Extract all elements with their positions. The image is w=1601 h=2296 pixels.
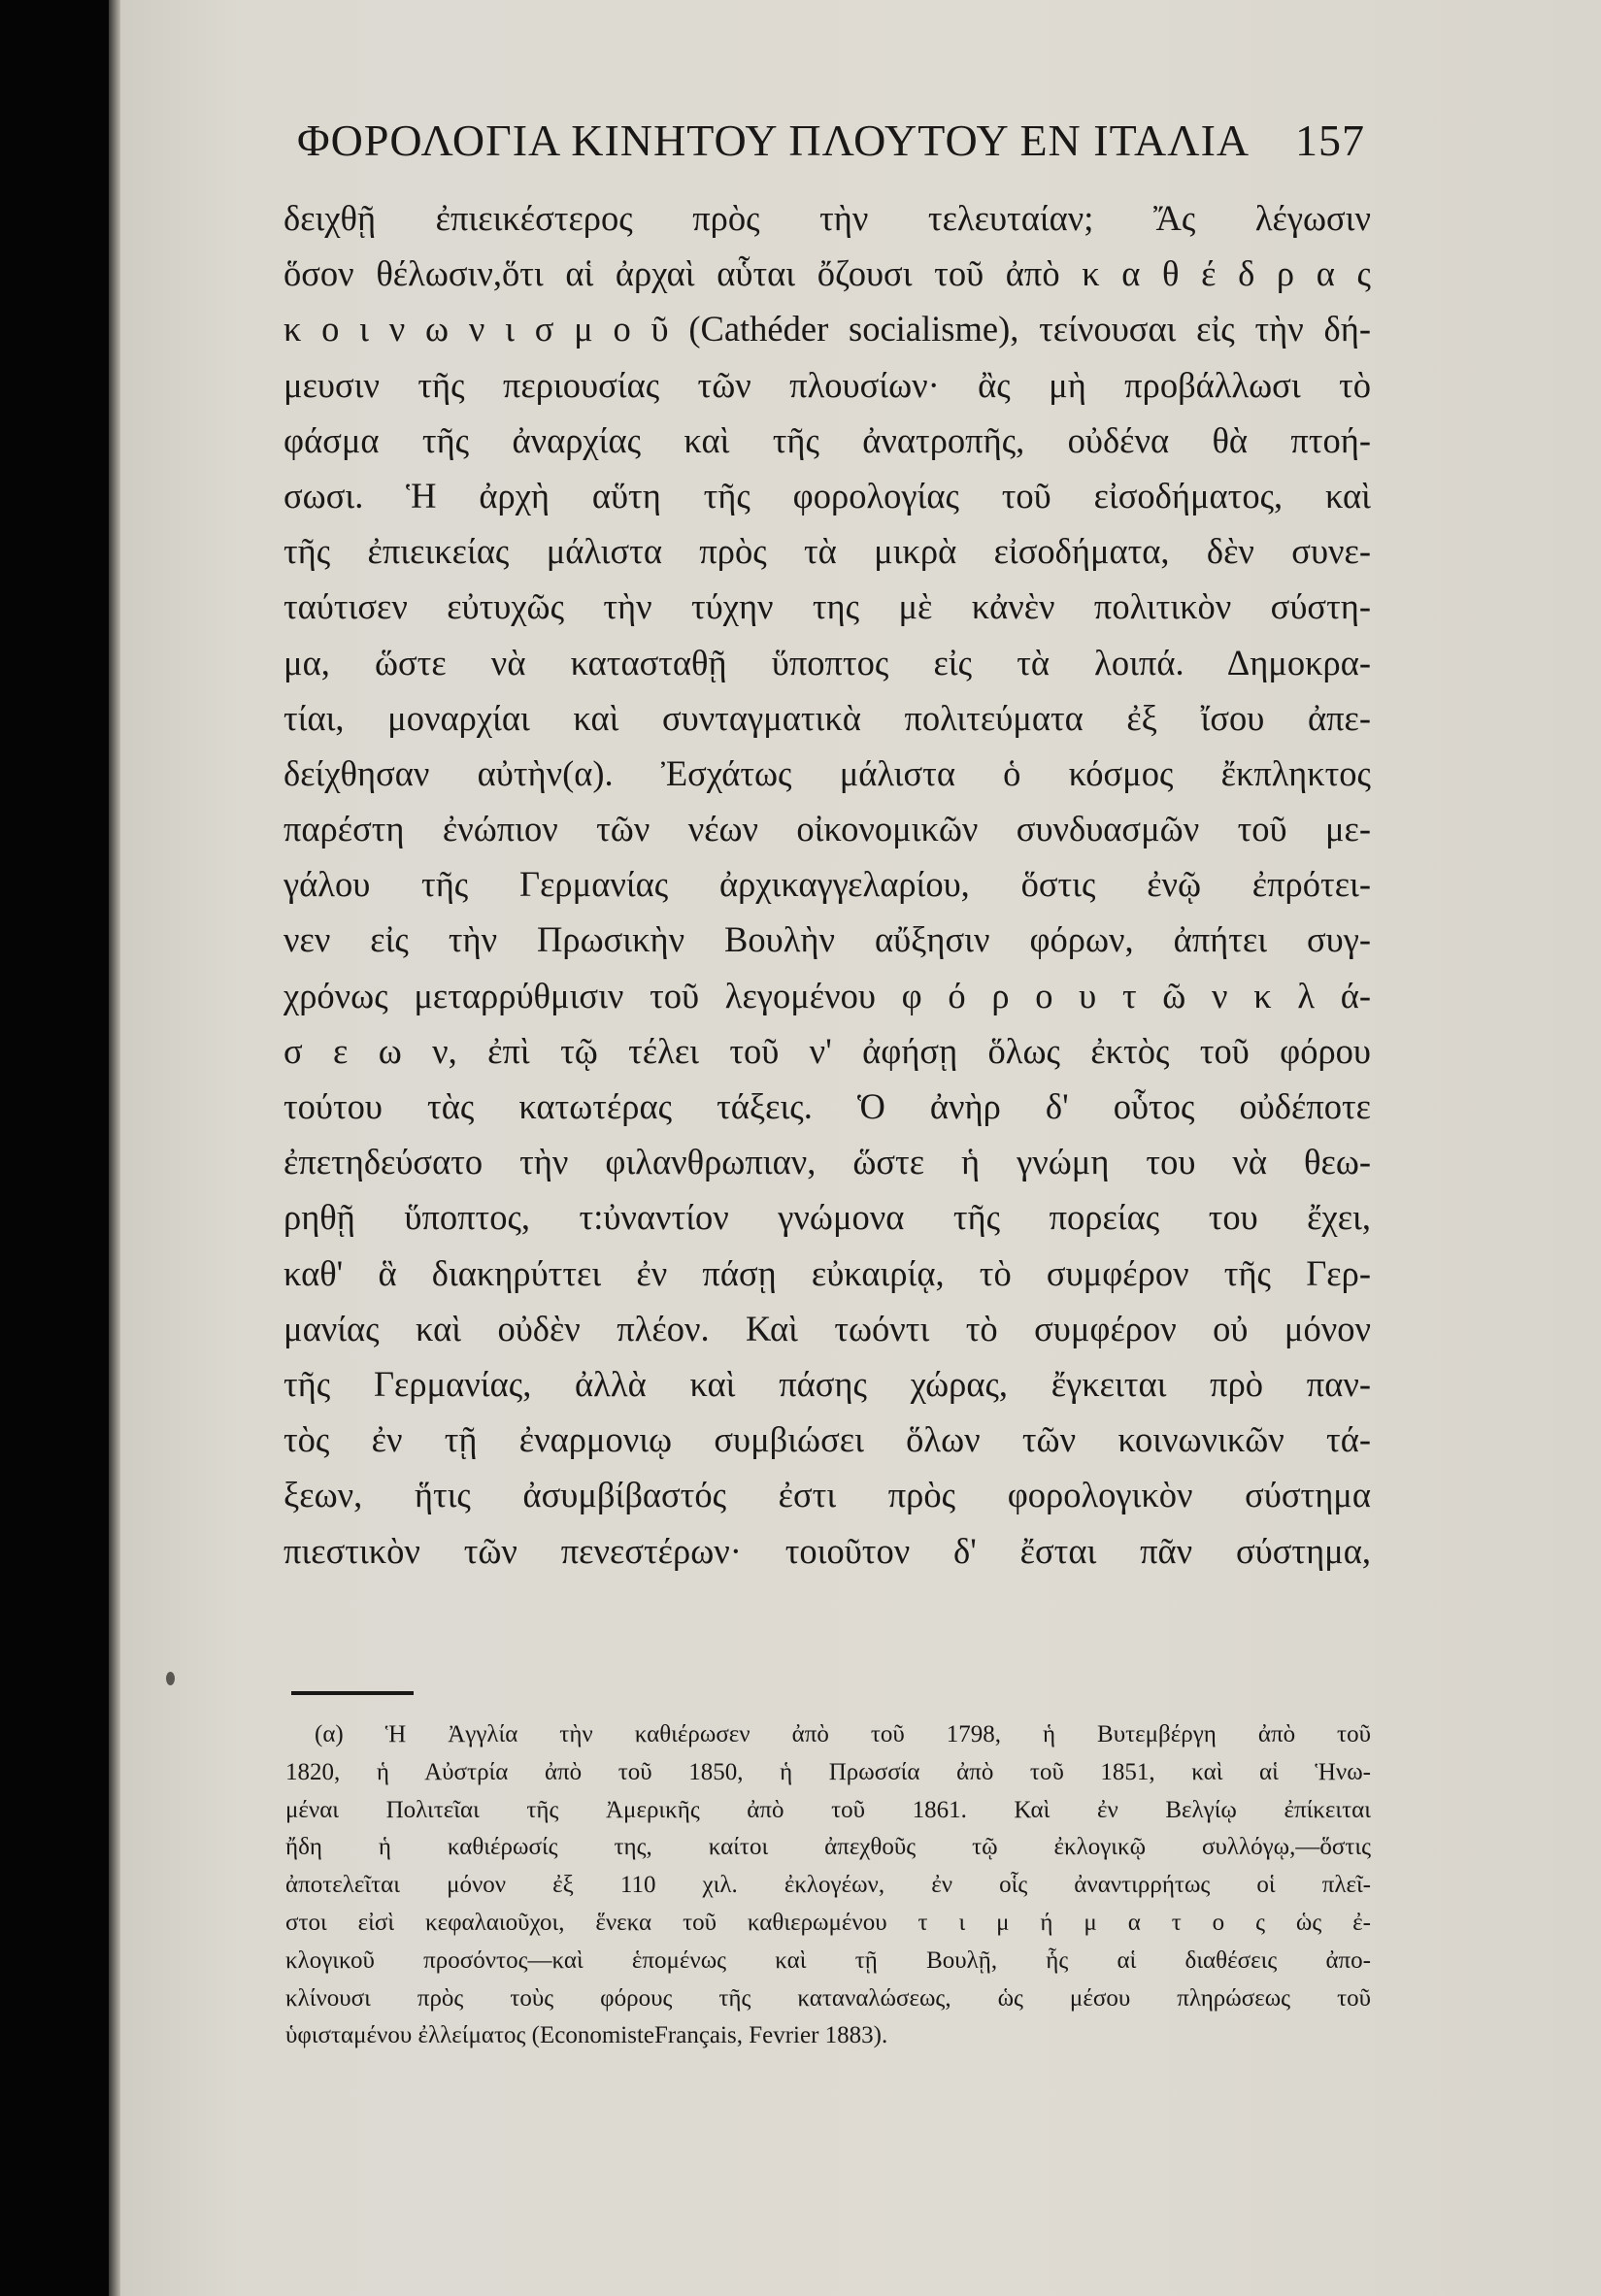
text-line: φάσμα τῆς ἀναρχίας καὶ τῆς ἀνατροπῆς, οὐδένα θὰ πτοή- bbox=[284, 419, 1371, 460]
text-line: καθ' ἃ διακηρύττει ἐν πάσῃ εὐκαιρίᾳ, τὸ συμφέρον τῆς Γερ- bbox=[284, 1252, 1371, 1293]
text-line: ρηθῇ ὕποπτος, τ:ὐναντίον γνώμονα τῆς πορείας του ἔχει, bbox=[284, 1197, 1371, 1238]
footnote-block bbox=[285, 1716, 1371, 2055]
running-header bbox=[297, 115, 1365, 173]
text-line: μανίας καὶ οὐδὲν πλέον. Καὶ τωόντι τὸ συμφέρον οὐ μόνον bbox=[284, 1308, 1371, 1348]
footnote-line: 1820, ἡ Αὐστρία ἀπὸ τοῦ 1850, ἡ Πρωσσία ἀπὸ τοῦ 1851, καὶ αἱ Ἡνω- bbox=[285, 1758, 1371, 1785]
footnote-line: (α) Ἡ Ἀγγλία τὴν καθιέρωσεν ἀπὸ τοῦ 1798, ἡ Βυτεμβέργη ἀπὸ τοῦ bbox=[315, 1721, 1371, 1747]
footnote-line: μέναι Πολιτεῖαι τῆς Ἀμερικῆς ἀπὸ τοῦ 1861. Καὶ ἐν Βελγίῳ ἐπίκειται bbox=[285, 1796, 1371, 1823]
text-line: σωσι. Ἡ ἀρχὴ αὕτη τῆς φορολογίας τοῦ εἰσοδήματος, καὶ bbox=[284, 475, 1371, 516]
text-line: γάλου τῆς Γερμανίας ἀρχικαγγελαρίου, ὅστις ἐνῷ ἐπρότει- bbox=[284, 864, 1371, 905]
footnote-line: στοι εἰσὶ κεφαλαιοῦχοι, ἕνεκα τοῦ καθιερωμένου τ ι μ ή μ α τ ο ς ὡς ἐ- bbox=[285, 1909, 1371, 1936]
text-line: νεν εἰς τὴν Πρωσικὴν Βουλὴν αὔξησιν φόρων, ἀπήτει συγ- bbox=[284, 919, 1371, 960]
paper-speck bbox=[166, 1672, 175, 1685]
text-line: μευσιν τῆς περιουσίας τῶν πλουσίων· ἂς μὴ προβάλλωσι τὸ bbox=[284, 364, 1371, 405]
text-line: πιεστικὸν τῶν πενεστέρων· τοιοῦτον δ' ἔσται πᾶν σύστημα, bbox=[284, 1530, 1371, 1571]
text-line: ταύτισεν εὐτυχῶς τὴν τύχην της μὲ κἀνὲν πολιτικὸν σύστη- bbox=[284, 586, 1371, 627]
text-line: δείχθησαν αὐτὴν(α). Ἐσχάτως μάλιστα ὁ κόσμος ἔκπληκτος bbox=[284, 752, 1371, 793]
text-line: τούτου τὰς κατωτέρας τάξεις. Ὁ ἀνὴρ δ' οὗτος οὐδέποτε bbox=[284, 1086, 1371, 1126]
text-line: τῆς ἐπιεικείας μάλιστα πρὸς τὰ μικρὰ εἰσοδήματα, δὲν συνε- bbox=[284, 531, 1371, 572]
book-binding-shadow bbox=[0, 0, 109, 2296]
footnote-line: κλογικοῦ προσόντος—καὶ ἑπομένως καὶ τῇ Βουλῇ, ἧς αἱ διαθέσεις ἀπο- bbox=[285, 1947, 1371, 1974]
footnote-line: ὑφισταμένου ἐλλείματος (EconomisteFrançais, Fevrier 1883). bbox=[285, 2022, 888, 2049]
running-title: ΦΟΡΟΛΟΓΙΑ ΚΙΝΗΤΟΥ ΠΛΟΥΤΟΥ ΕΝ ΙΤΑΛΙΑ bbox=[297, 116, 1251, 165]
text-line: σ ε ω ν, ἐπὶ τῷ τέλει τοῦ ν' ἀφήσῃ ὅλως ἐκτὸς τοῦ φόρου bbox=[284, 1030, 1371, 1071]
footnote-line: ἀποτελεῖται μόνον ἐξ 110 χιλ. ἐκλογέων, ἐν οἷς ἀναντιρρήτως οἱ πλεῖ- bbox=[285, 1872, 1371, 1899]
text-line: χρόνως μεταρρύθμισιν τοῦ λεγομένου φ ό ρ ο υ τ ῶ ν κ λ ά- bbox=[284, 975, 1371, 1015]
text-line: παρέστη ἐνώπιον τῶν νέων οἰκονομικῶν συνδυασμῶν τοῦ με- bbox=[284, 809, 1371, 849]
footnote-line: ἤδη ἡ καθιέρωσίς της, καίτοι ἀπεχθοῦς τῷ ἐκλογικῷ συλλόγῳ,—ὅστις bbox=[285, 1834, 1371, 1861]
text-line: τῆς Γερμανίας, ἀλλὰ καὶ πάσης χώρας, ἔγκειται πρὸ παν- bbox=[284, 1363, 1371, 1404]
page-number: 157 bbox=[1295, 116, 1365, 165]
main-text bbox=[284, 190, 1371, 1579]
footnote-rule bbox=[291, 1691, 414, 1695]
text-line: τὸς ἐν τῇ ἐναρμονιῳ συμβιώσει ὅλων τῶν κοινωνικῶν τά- bbox=[284, 1419, 1371, 1460]
text-line: τίαι, μοναρχίαι καὶ συνταγματικὰ πολιτεύματα ἐξ ἴσου ἀπε- bbox=[284, 697, 1371, 738]
text-line: ξεων, ἥτις ἀσυμβίβαστός ἐστι πρὸς φορολογικὸν σύστημα bbox=[284, 1475, 1371, 1515]
text-line: κ ο ι ν ω ν ι σ μ ο ῦ (Cathéder socialisme), τείνουσαι εἰς τὴν δή- bbox=[284, 309, 1371, 349]
text-line: ἐπετηδεύσατο τὴν φιλανθρωπιαν, ὥστε ἡ γνώμη του νὰ θεω- bbox=[284, 1142, 1371, 1182]
text-line: ὅσον θέλωσιν,ὅτι αἱ ἀρχαὶ αὗται ὄζουσι τοῦ ἀπὸ κ α θ έ δ ρ α ς bbox=[284, 253, 1371, 294]
footnote-line: κλίνουσι πρὸς τοὺς φόρους τῆς καταναλώσεως, ὡς μέσου πληρώσεως τοῦ bbox=[285, 1984, 1371, 2012]
text-line: δειχθῇ ἐπιεικέστερος πρὸς τὴν τελευταίαν; Ἄς λέγωσιν bbox=[284, 198, 1371, 238]
page-gutter bbox=[109, 0, 120, 2296]
text-line: μα, ὥστε νὰ κατασταθῇ ὕποπτος εἰς τὰ λοιπά. Δημοκρα- bbox=[284, 642, 1371, 682]
